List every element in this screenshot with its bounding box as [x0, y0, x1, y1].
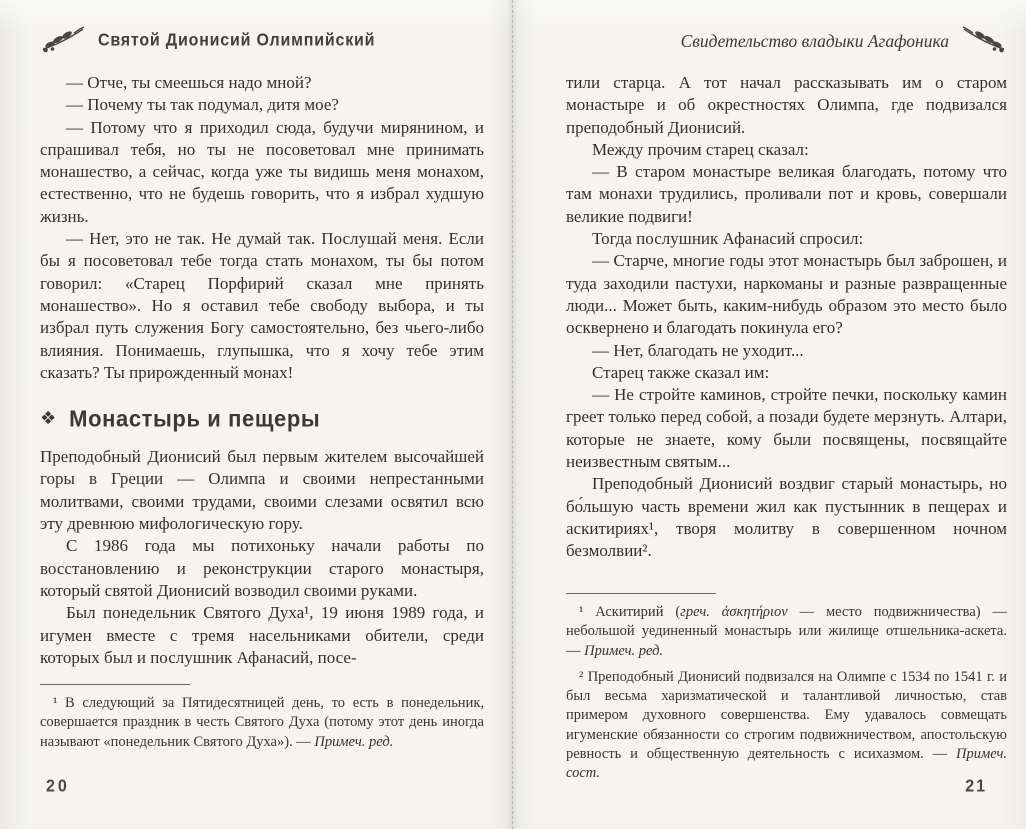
left-page-text-bottom — [40, 446, 484, 669]
footnote: ² Преподобный Дионисий подвизался на Олимпе с 1534 по 1541 г. и был весьма харизматической и талантливой личностью, став примером духовного совершенства. Ему удавалось совмещать игуменские обязанности со строгим подвижничеством, апостольскую ревность и общественную деятельность с исихазмом. — Примеч. сост. — [566, 668, 1007, 782]
page-gutter — [486, 0, 538, 829]
right-page-text — [566, 72, 1007, 563]
paragraph: Между прочим старец сказал: — [592, 139, 809, 159]
left-page — [40, 0, 484, 829]
page-number-left: 20 — [46, 777, 70, 796]
paragraph: — Потому что я приходил сюда, будучи мирянином, и спрашивал тебя, но ты не посоветовал мне принимать монашество, а сейчас, когда уже ты видишь меня монахом, естественно, что не будешь говорить, что я избрал худшую жизнь. — [40, 117, 484, 226]
diamond-knot-ornament-icon: ❖ — [40, 408, 57, 430]
running-title-left: Святой Дионисий Олимпийский — [98, 31, 376, 50]
paragraph: С 1986 года мы потихоньку начали работы по восстановлению и реконструкции старого монастыря, который святой Дионисий возводил своими руками. — [40, 536, 484, 600]
section-title: Монастырь и пещеры — [69, 405, 321, 432]
right-page — [566, 0, 1007, 829]
branch-ornament-icon — [961, 24, 1007, 59]
paragraph: тили старца. А тот начал рассказывать им о старом монастыре и об окрестностях Олимпа, где подвизался преподобный Дионисий. — [566, 73, 1007, 137]
running-title-right: Свидетельство владыки Агафоника — [680, 30, 949, 51]
running-header-left — [40, 24, 484, 58]
section-heading — [40, 404, 484, 434]
paragraph: Тогда послушник Афанасий спросил: — [592, 229, 864, 249]
paragraph: — Не стройте каминов, стройте печки, поскольку камин греет только перед собой, а позади будете мерзнуть. Алтари, которые не знаете, кому были посвящены, посвящайте неизвестным святым... — [566, 385, 1007, 472]
branch-ornament-icon — [40, 24, 86, 59]
paragraph: — Нет, благодать не уходит... — [592, 340, 804, 360]
left-footnotes — [40, 684, 484, 759]
footnote-rule — [566, 593, 716, 594]
right-footnote-list — [566, 603, 1007, 784]
footnote-rule — [40, 684, 190, 685]
paragraph: — Старче, многие годы этот монастырь был заброшен, и туда заходили пастухи, наркоманы и разные развращенные люди... Может быть, каким-нибудь образом это место было осквернено и благодать покинула его? — [566, 251, 1007, 338]
paragraph: — Нет, это не так. Не думай так. Послушай меня. Если бы я посоветовал тебе тогда стать монахом, ты бы потом говорил: «Старец Порфирий сказал мне принять монашество». Но я оставил тебе свободу выбора, и ты избрал путь служения Богу самостоятельно, без чьего-либо влияния. Понимаешь, глупышка, что я хочу тебе этим сказать? Ты прирожденный монах! — [40, 229, 484, 382]
left-footnote-list — [40, 694, 484, 752]
paragraph: Старец также сказал им: — [592, 362, 770, 382]
footnote: ¹ В следующий за Пятидесятницей день, то есть в понедельник, совершается праздник в честь Святого Духа (потому этот день иногда называют «понедельник Святого Духа»). — Примеч. ред. — [40, 695, 484, 750]
paragraph: Преподобный Дионисий воздвиг старый монастырь, но бо́льшую часть времени жил как пустынник в пещерах и аскитириях¹, творя молитву в совершенном ночном безмолвии². — [566, 474, 1007, 561]
paragraph: — Почему ты так подумал, дитя мое? — [66, 95, 339, 115]
footnote: ¹ Аскитирий (греч. ἀσκητήριον — место подвижничества) — небольшой уединенный монастырь или жилище отшельника-аскета. — Примеч. ред. — [566, 604, 1007, 659]
paragraph: Был понедельник Святого Духа¹, 19 июня 1989 года, и игумен вместе с тремя насельниками обители, среди которых был и послушник Афанасий, посе- — [40, 603, 484, 667]
running-header-right — [566, 24, 1007, 58]
left-page-text-top — [40, 72, 484, 384]
paragraph: — Отче, ты смеешься надо мной? — [66, 73, 312, 92]
paragraph: — В старом монастыре великая благодать, потому что там монахи трудились, проливали пот и кровь, совершали великие подвиги! — [566, 162, 1007, 226]
right-footnotes — [566, 593, 1007, 791]
paragraph: Преподобный Дионисий был первым жителем высочайшей горы в Греции — Олимпа и своими непрестанными молитвами, своими трудами, своими слезами освятил всю эту древнюю мифологическую гору. — [40, 447, 484, 534]
page-number-right: 21 — [965, 777, 987, 796]
